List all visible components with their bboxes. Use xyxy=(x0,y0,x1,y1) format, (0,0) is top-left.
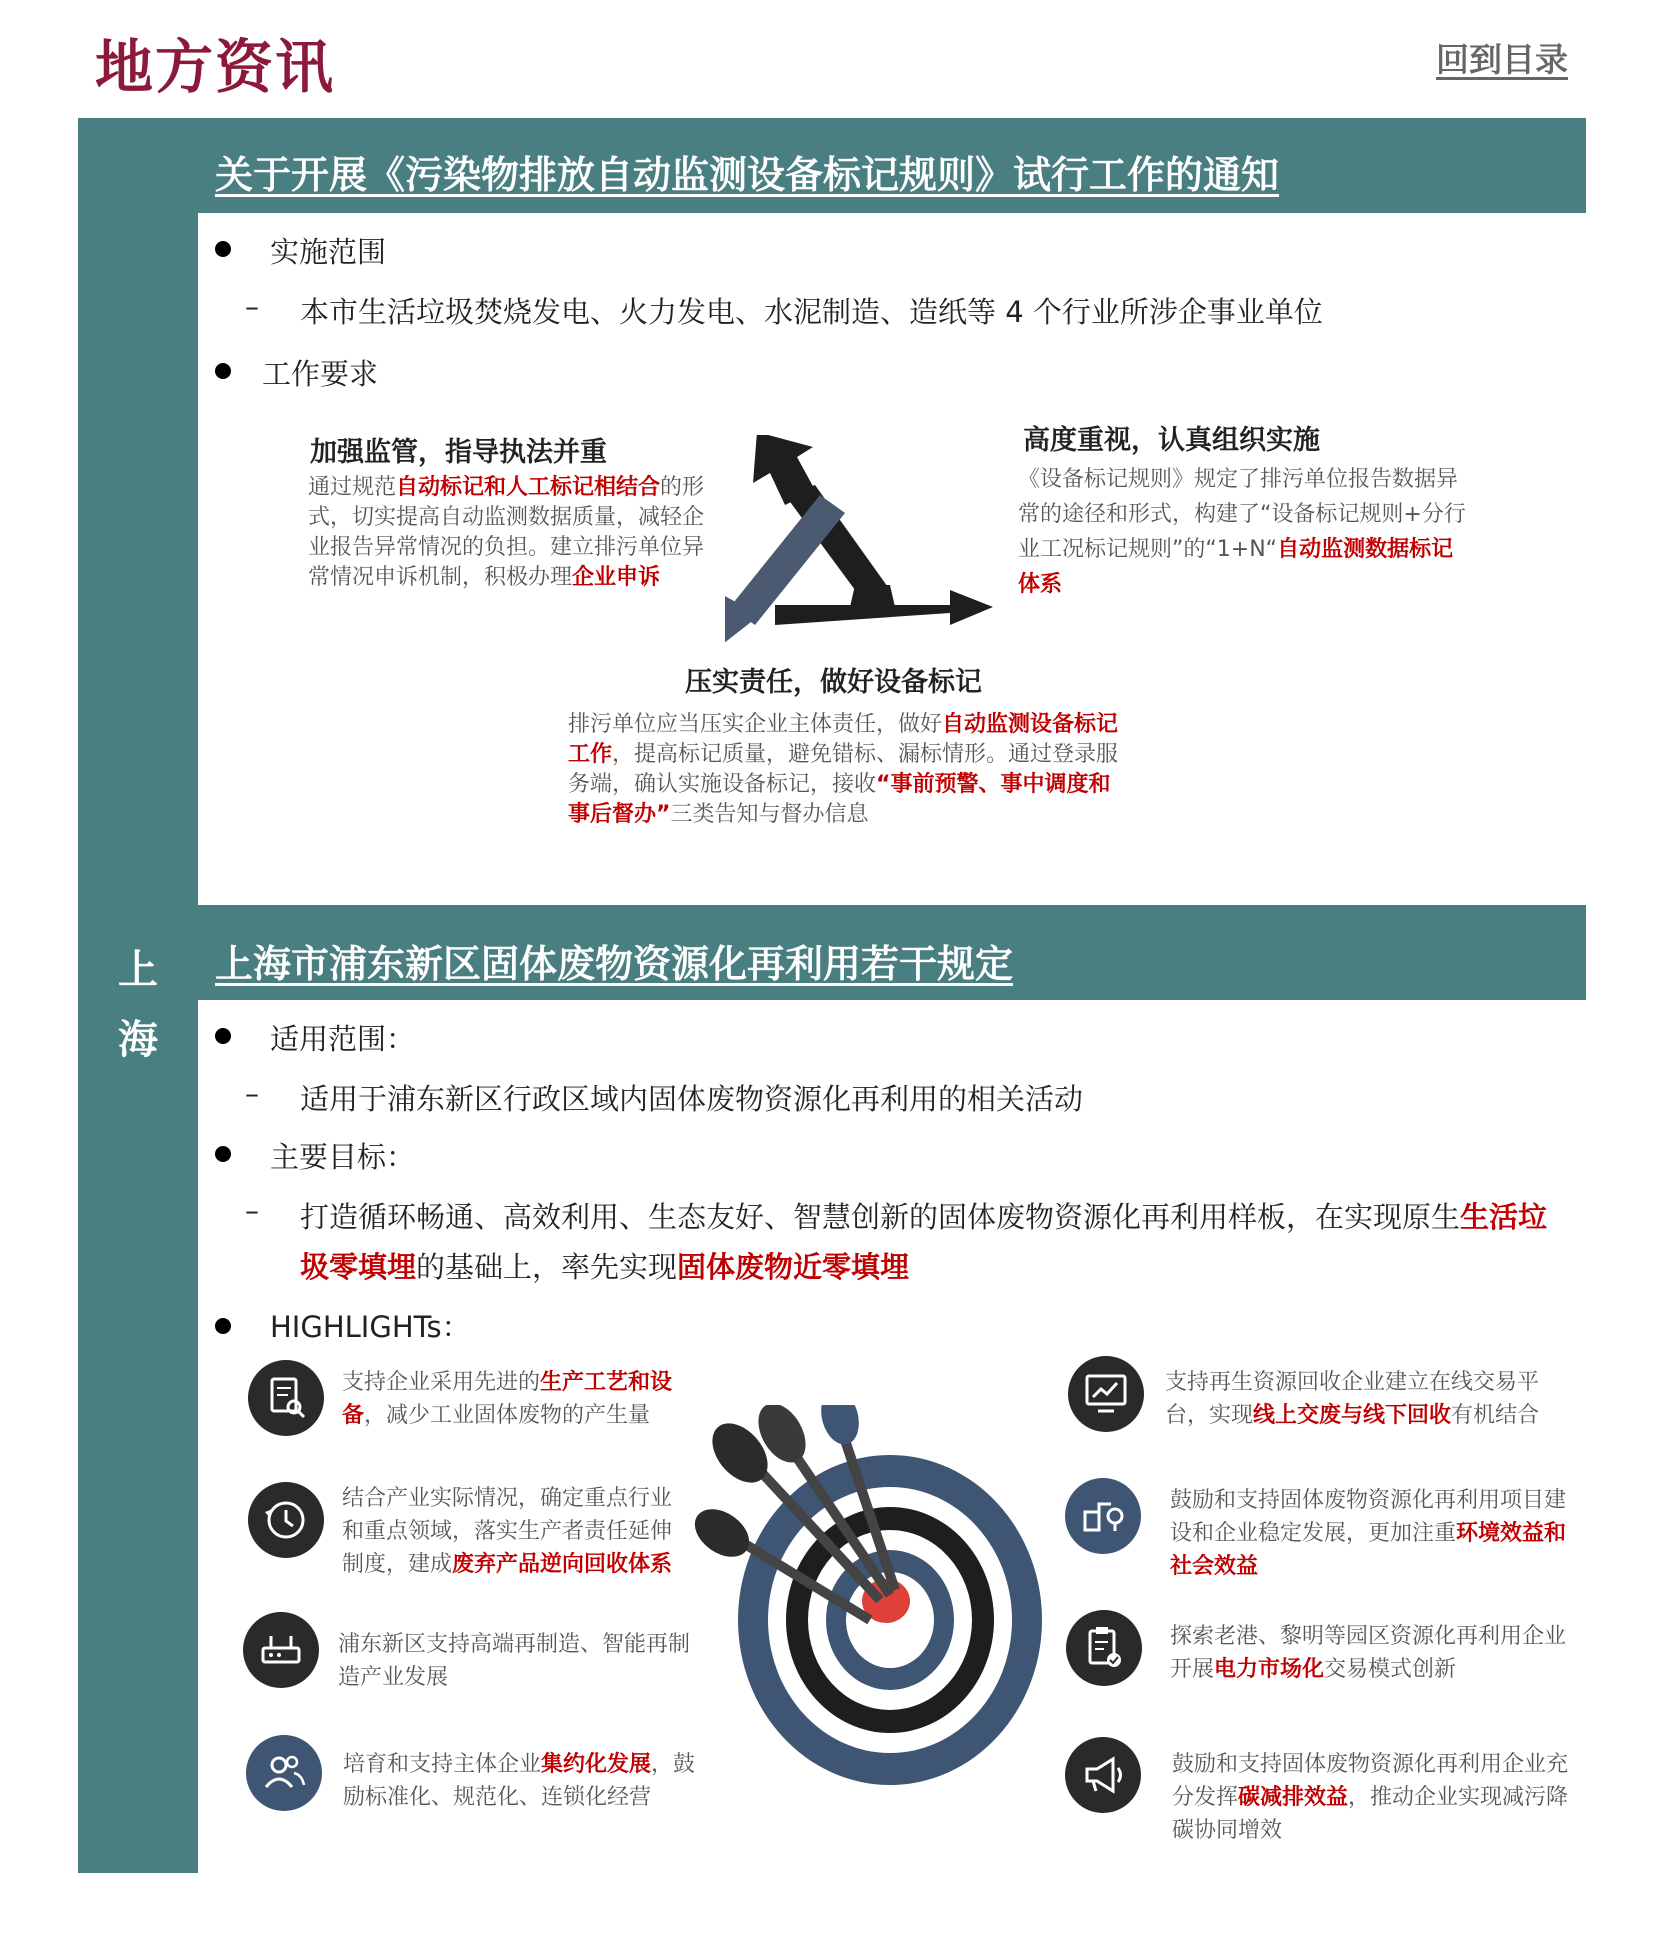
highlight-text: 交易模式创新 xyxy=(1324,1657,1457,1682)
bullet-dot xyxy=(215,363,231,379)
highlight-text: 有机结合 xyxy=(1451,1403,1540,1428)
goal-highlight1: 生活垃圾零填埋 xyxy=(300,1200,1548,1284)
highlight-text: ，减少工业固体废物的产生量 xyxy=(364,1403,651,1428)
highlight-item xyxy=(1170,1484,1570,1583)
bullet-dot xyxy=(215,1028,231,1044)
dash-marker: – xyxy=(245,1077,259,1110)
box-bottom-highlight1: 自动监测设备标记工作 xyxy=(568,712,1119,767)
section2-bullet-goals: 主要目标： xyxy=(270,1140,416,1174)
section1-banner xyxy=(198,118,1586,213)
box-left-title: 加强监管，指导执法并重 xyxy=(310,437,607,468)
back-to-contents-link[interactable]: 回到目录 xyxy=(1436,40,1568,79)
highlight-item xyxy=(1170,1620,1570,1686)
highlight-emphasis: 线上交废与线下回收 xyxy=(1253,1403,1452,1428)
box-right-text-part1: 《设备标记规则》规定了排污单位报告数据异常的途径和形式，构建了“设备标记规则+分行业工况标记规则”的“1+N“ xyxy=(1018,467,1466,562)
dash-marker: – xyxy=(245,290,259,323)
highlight-text: 浦东新区支持高端再制造、智能再制造产业发展 xyxy=(338,1632,691,1690)
box-left-text-part1: 通过规范 xyxy=(308,475,397,500)
box-bottom-text-part3: 三类告知与督办信息 xyxy=(670,802,869,827)
highlight-text: 鼓励和支持固体废物资源化再利用企业充分发挥 xyxy=(1172,1752,1569,1810)
box-right-text xyxy=(1018,462,1473,602)
highlight-emphasis: 环境效益和社会效益 xyxy=(1170,1521,1567,1579)
box-bottom-text-part1: 排污单位应当压实企业主体责任，做好 xyxy=(568,712,943,737)
highlight-emphasis: 碳减排效益 xyxy=(1238,1785,1349,1810)
highlight-text: ，推动企业实现减污降碳协同增效 xyxy=(1172,1785,1569,1843)
dartboard-target-graphic xyxy=(690,1405,1060,1805)
box-bottom-text xyxy=(568,710,1128,830)
highlight-text: 培育和支持主体企业 xyxy=(343,1752,542,1777)
section2-title[interactable]: 上海市浦东新区固体废物资源化再利用若干规定 xyxy=(215,942,1014,986)
page-title: 地方资讯 xyxy=(95,33,336,101)
bullet-dot xyxy=(215,241,231,257)
box-right-highlight1: 自动监测数据标记体系 xyxy=(1018,537,1454,597)
region-label xyxy=(78,935,198,1075)
box-right-title: 高度重视，认真组织实施 xyxy=(1023,425,1320,456)
box-left-text-part2: 的形式，切实提高自动监测数据质量，减轻企业报告异常情况的负担。建立排污单位异常情况申诉机制，积极办理 xyxy=(308,475,705,590)
megaphone-icon xyxy=(1065,1737,1141,1813)
history-icon xyxy=(248,1482,324,1558)
highlight-emphasis: 集约化发展 xyxy=(541,1752,652,1777)
highlight-text: 支持企业采用先进的 xyxy=(342,1370,541,1395)
section2-goal-detail xyxy=(300,1192,1565,1292)
bullet-dot xyxy=(215,1318,231,1334)
arrow-dark-right xyxy=(775,585,993,625)
region-label-line2: 海 xyxy=(118,1017,158,1063)
highlight-item xyxy=(342,1482,692,1581)
section1-title[interactable]: 关于开展《污染物排放自动监测设备标记规则》试行工作的通知 xyxy=(215,153,1280,197)
clipboard-check-icon xyxy=(1066,1610,1142,1686)
section2-banner xyxy=(198,905,1586,1000)
section2-bullet-scope: 适用范围： xyxy=(270,1022,416,1056)
highlight-text: 结合产业实际情况，确定重点行业和重点领域，落实生产者责任延伸制度，建成 xyxy=(342,1486,673,1577)
goal-text-part1: 打造循环畅通、高效利用、生态友好、智慧创新的固体废物资源化再利用样板，在实现原生 xyxy=(300,1200,1461,1234)
bullet-dot xyxy=(215,1146,231,1162)
goal-highlight2: 固体废物近零填埋 xyxy=(677,1250,910,1284)
section1-bullet-requirements: 工作要求 xyxy=(262,357,379,391)
box-bottom-title: 压实责任，做好设备标记 xyxy=(685,667,982,698)
box-left-highlight1: 自动标记和人工标记相结合 xyxy=(396,475,661,500)
section2-scope-detail: 适用于浦东新区行政区域内固体废物资源化再利用的相关活动 xyxy=(300,1082,1084,1116)
cycle-triangle-graphic xyxy=(725,435,995,650)
highlight-emphasis: 生产工艺和设备 xyxy=(342,1370,673,1428)
router-icon xyxy=(243,1612,319,1688)
trend-monitor-icon xyxy=(1068,1356,1144,1432)
document-search-icon xyxy=(248,1360,324,1436)
region-label-line1: 上 xyxy=(118,947,158,993)
highlight-text: ，鼓励标准化、规范化、连锁化经营 xyxy=(343,1752,696,1810)
highlight-emphasis: 电力市场化 xyxy=(1214,1657,1325,1682)
highlight-emphasis: 废弃产品逆向回收体系 xyxy=(452,1552,673,1577)
users-icon xyxy=(246,1735,322,1811)
highlight-item xyxy=(1165,1366,1575,1432)
box-bottom-text-part2: ，提高标记质量，避免错标、漏标情形。通过登录服务端，确认实施设备标记，接收 xyxy=(568,742,1119,797)
dash-marker: – xyxy=(245,1194,259,1227)
highlight-item xyxy=(342,1366,702,1432)
highlight-text: 探索老港、黎明等园区资源化再利用企业开展 xyxy=(1170,1624,1567,1682)
box-left-text xyxy=(308,473,723,593)
highlight-item xyxy=(338,1628,698,1694)
section1-bullet-scope: 实施范围 xyxy=(270,235,387,269)
building-location-icon xyxy=(1065,1478,1141,1554)
section2-bullet-highlights: HIGHLIGHTs： xyxy=(270,1310,471,1344)
highlight-text: 支持再生资源回收企业建立在线交易平台，实现 xyxy=(1165,1370,1540,1428)
goal-text-part2: 的基础上，率先实现 xyxy=(416,1250,678,1284)
highlight-text: 鼓励和支持固体废物资源化再利用项目建设和企业稳定发展，更加注重 xyxy=(1170,1488,1567,1546)
highlight-item xyxy=(1172,1748,1577,1847)
highlight-item xyxy=(343,1748,713,1814)
section1-scope-detail: 本市生活垃圾焚烧发电、火力发电、水泥制造、造纸等 4 个行业所涉企事业单位 xyxy=(300,295,1323,329)
box-bottom-highlight2: “事前预警、事中调度和事后督办” xyxy=(568,772,1111,827)
box-left-highlight2: 企业申诉 xyxy=(572,565,661,590)
